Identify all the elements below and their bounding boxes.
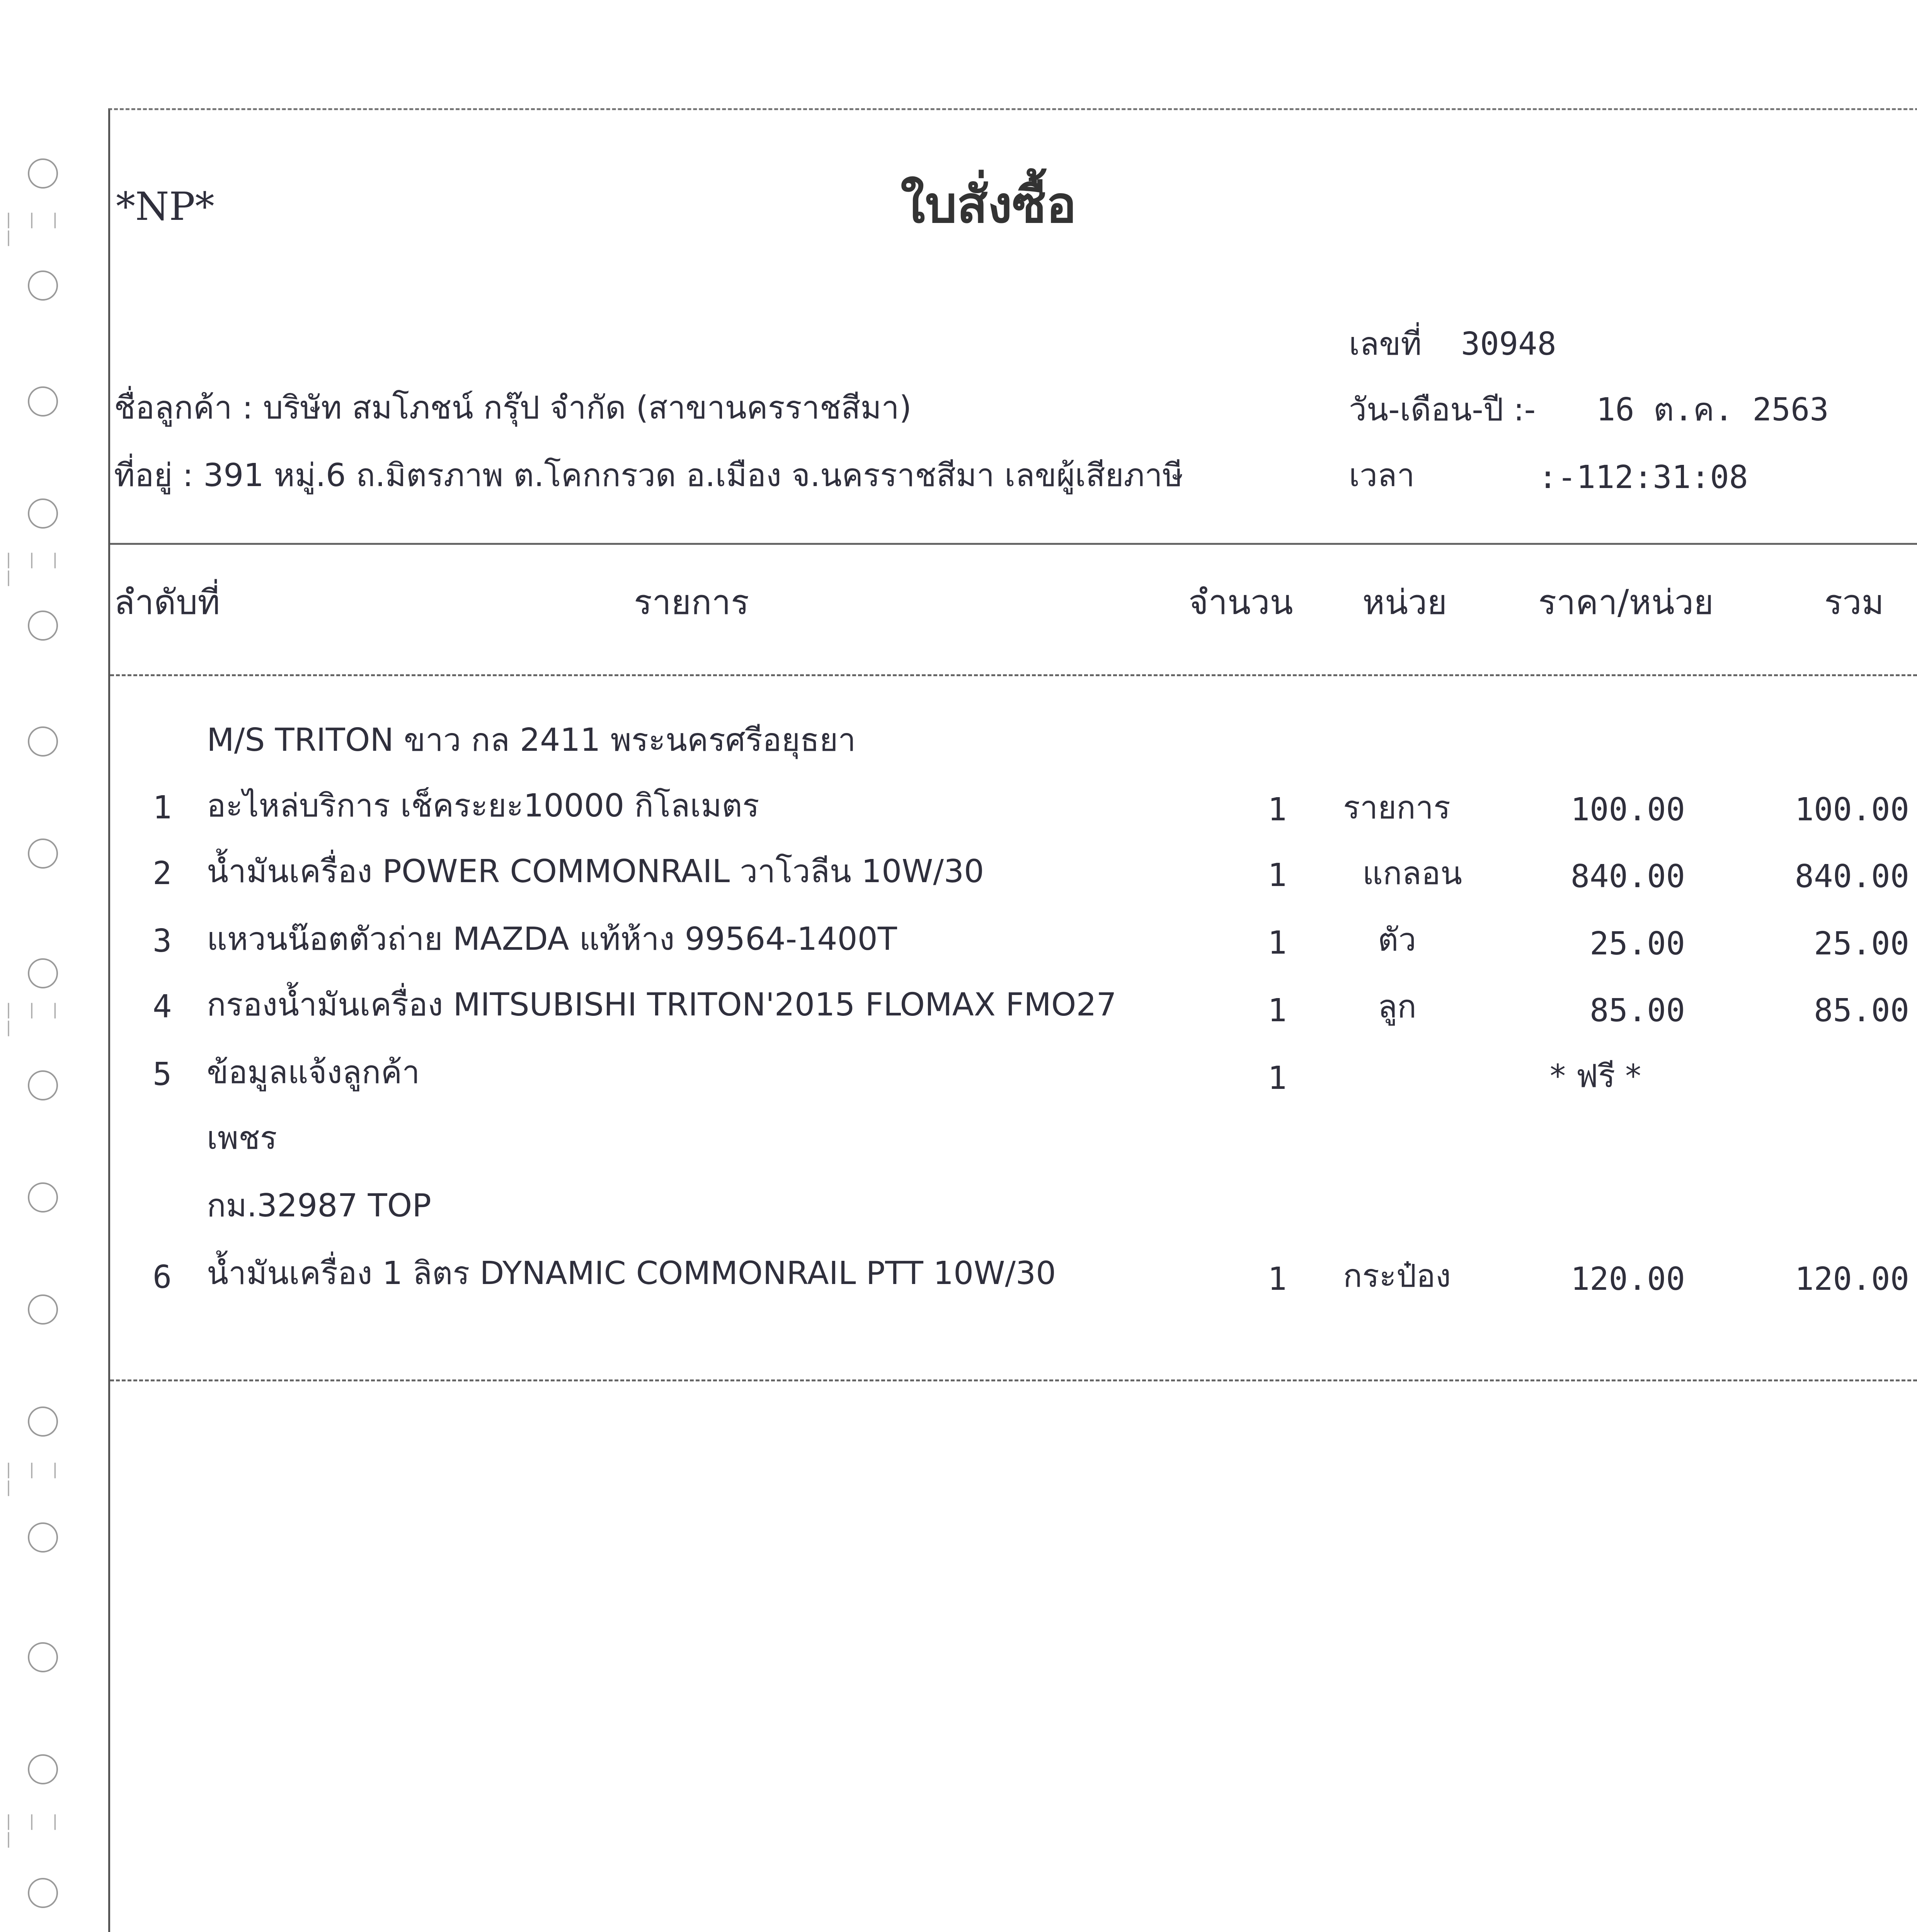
customer-name: ชื่อลูกค้า : บริษัท สมโภชน์ กรุ๊ป จำกัด (สาขานครราชสีมา) [114,389,912,426]
row-number: 3 [153,923,172,959]
row-price: 25.00 [1590,925,1685,962]
feed-hole [28,1642,58,1672]
row-description: น้ำมันเครื่อง POWER COMMONRAIL วาโวลีน 10W/30 [207,853,984,890]
perforation-mark: | | | | [4,1461,62,1496]
row-number: 2 [153,855,172,892]
col-header-no: ลำดับที่ [114,582,220,622]
row-description: แหวนน๊อตตัวถ่าย MAZDA แท้ห้าง 99564-1400T [207,921,897,957]
feed-hole [28,386,58,417]
row-unit: รายการ [1343,789,1451,826]
customer-address: ที่อยู่ : 391 หมู่.6 ถ.มิตรภาพ ต.โคกกรวด อ.เมือง จ.นครราชสีมา เลขผู้เสียภาษี [114,457,1183,494]
col-header-price: ราคา/หน่วย [1538,582,1714,622]
row-price: 120.00 [1570,1261,1685,1298]
feed-hole [28,1406,58,1437]
feed-hole [28,1522,58,1553]
row-qty: 1 [1268,791,1287,828]
row-unit: ลูก [1378,988,1416,1025]
free-badge: * ฟรี * [1550,1058,1641,1095]
feed-hole [28,498,58,529]
feed-hole [28,726,58,757]
row-description: ข้อมูลแจ้งลูกค้า [207,1054,420,1091]
row-total: 120.00 [1794,1261,1909,1298]
col-header-qty: จำนวน [1188,582,1293,622]
row-qty: 1 [1268,1261,1287,1298]
doc-number: 30948 [1461,326,1556,362]
row-qty: 1 [1268,1060,1287,1097]
feed-hole [28,958,58,988]
vehicle-line: M/S TRITON ขาว กล 2411 พระนครศรีอยุธยา [207,722,856,759]
perforation-mark: | | | | [4,551,62,586]
row-number: 5 [153,1056,172,1093]
table-bottom-rule [110,1379,1917,1381]
date-value: 16 ต.ค. 2563 [1596,391,1829,428]
row-qty: 1 [1268,857,1287,894]
row-description: น้ำมันเครื่อง 1 ลิตร DYNAMIC COMMONRAIL PTT 10W/30 [207,1255,1056,1292]
feed-hole [28,1294,58,1325]
feed-hole [28,1182,58,1213]
row-number: 4 [153,988,172,1025]
row-unit: ตัว [1378,922,1416,958]
feed-hole [28,1878,58,1908]
time-label: เวลา [1349,457,1415,494]
row-qty: 1 [1268,925,1287,961]
row-price: 100.00 [1570,791,1685,828]
row-unit: แกลอน [1362,855,1462,892]
col-header-unit: หน่วย [1362,582,1447,622]
row-price: 85.00 [1590,992,1685,1029]
form-mark: *NP* [116,184,215,229]
doc-number-label: เลขที่ [1349,326,1422,362]
feed-hole [28,1070,58,1100]
feed-hole [28,270,58,301]
perforation-mark: | | | | [4,1001,62,1036]
table-header-rule [110,674,1917,676]
time-value: :-112:31:08 [1538,459,1748,496]
row-total: 25.00 [1814,925,1909,962]
document-title: ใบสั่งซื้อ [901,175,1077,234]
feed-hole [28,611,58,641]
perforation-mark: | | | | [4,1812,62,1848]
row-unit: กระป๋อง [1343,1258,1451,1294]
feed-hole [28,158,58,189]
note-line: กม.32987 TOP [207,1187,431,1224]
perforation-mark: | | | | [4,211,62,246]
row-description: อะไหล่บริการ เช็คระยะ10000 กิโลเมตร [207,787,759,824]
row-qty: 1 [1268,992,1287,1029]
row-total: 100.00 [1794,791,1909,828]
col-header-total: รวม [1824,582,1884,622]
row-price: 840.00 [1570,858,1685,895]
row-description: กรองน้ำมันเครื่อง MITSUBISHI TRITON'2015 FLOMAX FMO27 [207,986,1117,1023]
table-top-rule [110,543,1917,545]
row-number: 6 [153,1259,172,1296]
row-total: 85.00 [1814,992,1909,1029]
note-line: เพชร [207,1120,277,1156]
row-total: 840.00 [1794,858,1909,895]
row-number: 1 [153,789,172,826]
date-label: วัน-เดือน-ปี :- [1349,391,1536,428]
feed-hole [28,1754,58,1784]
feed-hole [28,838,58,869]
col-header-item: รายการ [634,582,749,622]
